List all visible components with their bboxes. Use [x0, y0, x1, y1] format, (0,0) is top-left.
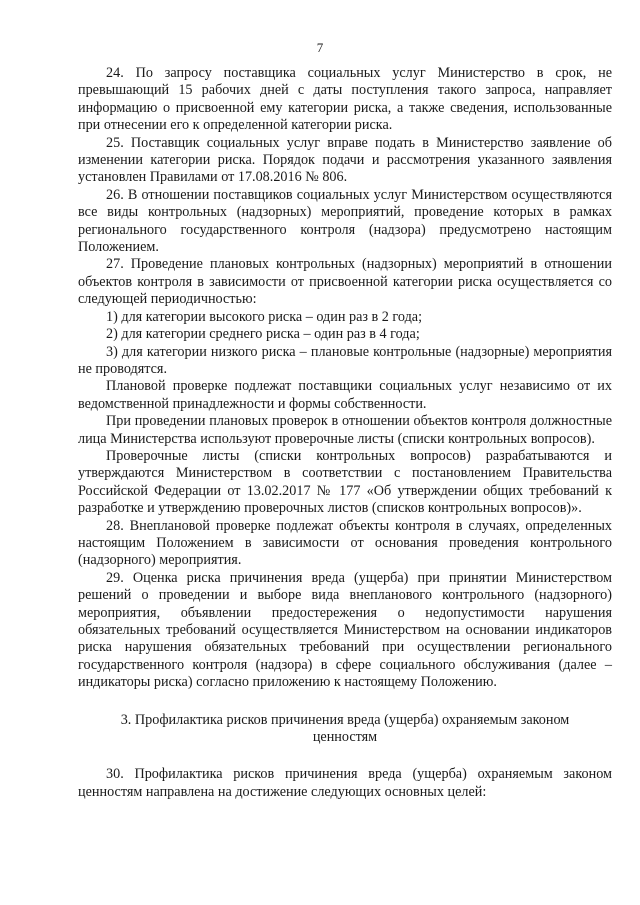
paragraph-planned-inspection: Плановой проверке подлежат поставщики социальных услуг независимо от их ведомственной принадлежности и формы собственности.	[78, 378, 612, 412]
paragraph-30: 30. Профилактика рисков причинения вреда (ущерба) охраняемым законом ценностям направлена на достижение следующих основных целей:	[78, 766, 612, 800]
page-number: 7	[316, 40, 324, 55]
list-item-low-risk: 3) для категории низкого риска – плановые контрольные (надзорные) мероприятия не проводятся.	[78, 343, 612, 377]
list-item-high-risk: 1) для категории высокого риска – один раз в 2 года;	[106, 308, 423, 325]
list-item-medium-risk: 2) для категории среднего риска – один раз в 4 года;	[106, 326, 420, 343]
paragraph-24: 24. По запросу поставщика социальных услуг Министерство в срок, не превышающий 15 рабочих дней с даты поступления такого запроса, направляет информацию о присвоенной ему категории риска, а также сведения, использованные при отнесении его к определенной категории риска.	[78, 65, 612, 134]
document-body	[78, 65, 612, 801]
paragraph-checklists-approval: Проверочные листы (списки контрольных вопросов) разрабатываются и утверждаются Министерством в соответствии с постановлением Правительства Российской Федерации от 13.02.2017 № 177 «Об утверждении общих требований к разработке и утверждению проверочных листов (списков контрольных вопросов)».	[78, 447, 612, 517]
paragraph-26: 26. В отношении поставщиков социальных услуг Министерством осуществляются все виды контрольных (надзорных) мероприятий, проведение которых в рамках регионального государственного контроля (надзора) предусмотрено настоящим Положением.	[78, 186, 612, 256]
paragraph-29: 29. Оценка риска причинения вреда (ущерба) при принятии Министерством решений о проведении и выборе вида внепланового контрольного (надзорного) мероприятия, объявлении предостережения о недопустимости нарушения обязательных требований осуществляется Министерством на основании индикаторов риска нарушения обязательных требований при осуществлении регионального государственного контроля (надзора) в сфере социального обслуживания (далее – индикаторы риска) согласно приложению к настоящему Положению.	[78, 569, 612, 691]
paragraph-27: 27. Проведение плановых контрольных (надзорных) мероприятий в отношении объектов контроля в зависимости от присвоенной категории риска осуществляется со следующей периодичностью:	[78, 256, 612, 308]
paragraph-checklists-use: При проведении плановых проверок в отношении объектов контроля должностные лица Министерства используют проверочные листы (списки контрольных вопросов).	[78, 413, 612, 447]
section-heading: 3. Профилактика рисков причинения вреда (ущерба) охраняемым законом ценностям	[120, 711, 570, 746]
paragraph-28: 28. Внеплановой проверке подлежат объекты контроля в случаях, определенных настоящим Положением в зависимости от основания проведения контрольного (надзорного) мероприятия.	[78, 517, 612, 569]
paragraph-25: 25. Поставщик социальных услуг вправе подать в Министерство заявление об изменении категории риска. Порядок подачи и рассмотрения указанного заявления установлен Правилами от 17.08.2016 № 806.	[78, 134, 612, 186]
